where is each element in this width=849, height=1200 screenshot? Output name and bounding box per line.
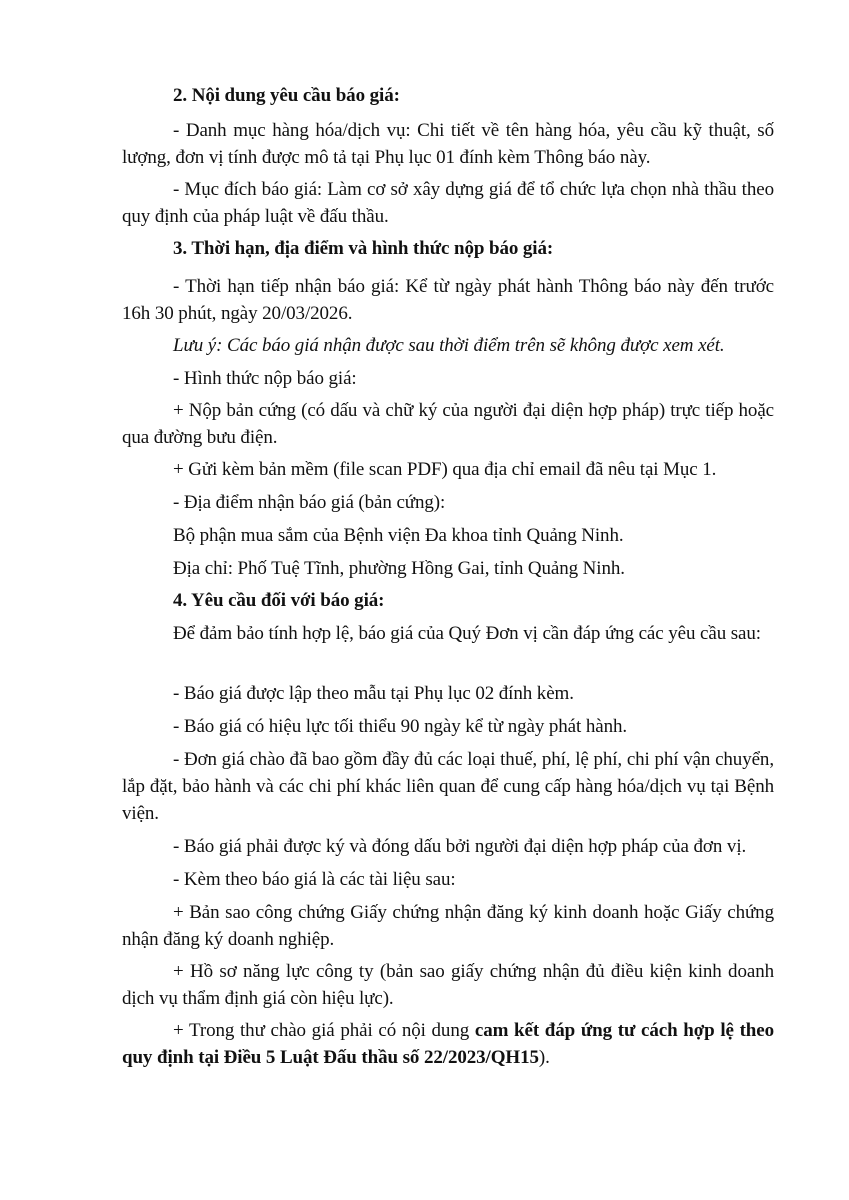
paragraph: - Hình thức nộp báo giá: [173, 368, 357, 389]
paragraph: Bộ phận mua sắm của Bệnh viện Đa khoa tỉnh Quảng Ninh. [173, 525, 624, 546]
paragraph: - Báo giá có hiệu lực tối thiểu 90 ngày kể từ ngày phát hành. [173, 716, 628, 737]
paragraph: + Gửi kèm bản mềm (file scan PDF) qua địa chỉ email đã nêu tại Mục 1. [173, 459, 717, 480]
note: Lưu ý: Các báo giá nhận được sau thời điểm trên sẽ không được xem xét. [173, 335, 725, 356]
commitment-suffix: ). [538, 1047, 550, 1068]
paragraph: + Bản sao công chứng Giấy chứng nhận đăng ký kinh doanh hoặc Giấy chứng nhận đăng ký doanh nghiệp. [122, 902, 774, 950]
paragraph: - Báo giá phải được ký và đóng dấu bởi người đại diện hợp pháp của đơn vị. [173, 836, 747, 857]
paragraph: - Địa điểm nhận báo giá (bản cứng): [173, 492, 446, 513]
section-4-heading: 4. Yêu cầu đối với báo giá: [173, 590, 385, 611]
paragraph: - Mục đích báo giá: Làm cơ sở xây dựng giá để tổ chức lựa chọn nhà thầu theo quy định của pháp luật về đấu thầu. [122, 179, 774, 227]
paragraph: - Đơn giá chào đã bao gồm đầy đủ các loại thuế, phí, lệ phí, chi phí vận chuyển, lắp đặt, bảo hành và các chi phí khác liên quan để cung cấp hàng hóa/dịch vụ tại Bệnh viện. [122, 749, 774, 824]
paragraph: + Hồ sơ năng lực công ty (bản sao giấy chứng nhận đủ điều kiện kinh doanh dịch vụ thẩm định giá còn hiệu lực). [122, 961, 774, 1009]
paragraph: - Danh mục hàng hóa/dịch vụ: Chi tiết về tên hàng hóa, yêu cầu kỹ thuật, số lượng, đơn vị tính được mô tả tại Phụ lục 01 đính kèm Thông báo này. [122, 120, 774, 168]
section-3-heading: 3. Thời hạn, địa điểm và hình thức nộp báo giá: [173, 238, 554, 259]
commitment-paragraph [122, 1017, 774, 1071]
paragraph: - Báo giá được lập theo mẫu tại Phụ lục 02 đính kèm. [173, 683, 574, 704]
paragraph: Để đảm bảo tính hợp lệ, báo giá của Quý Đơn vị cần đáp ứng các yêu cầu sau: [173, 623, 761, 644]
paragraph: - Thời hạn tiếp nhận báo giá: Kể từ ngày phát hành Thông báo này đến trước 16h 30 phút, ngày 20/03/2026. [122, 276, 774, 324]
section-2-heading: 2. Nội dung yêu cầu báo giá: [173, 85, 400, 106]
paragraph: Địa chỉ: Phố Tuệ Tĩnh, phường Hồng Gai, tỉnh Quảng Ninh. [173, 558, 625, 579]
commitment-bold: cam kết đáp ứng tư cách hợp lệ theo quy định tại Điều 5 Luật Đấu thầu số 22/2023/QH15 [122, 1020, 775, 1068]
paragraph: + Nộp bản cứng (có dấu và chữ ký của người đại diện hợp pháp) trực tiếp hoặc qua đường bưu điện. [122, 400, 774, 448]
paragraph: - Kèm theo báo giá là các tài liệu sau: [173, 869, 456, 890]
commitment-prefix: + Trong thư chào giá phải có nội dung [173, 1020, 475, 1041]
